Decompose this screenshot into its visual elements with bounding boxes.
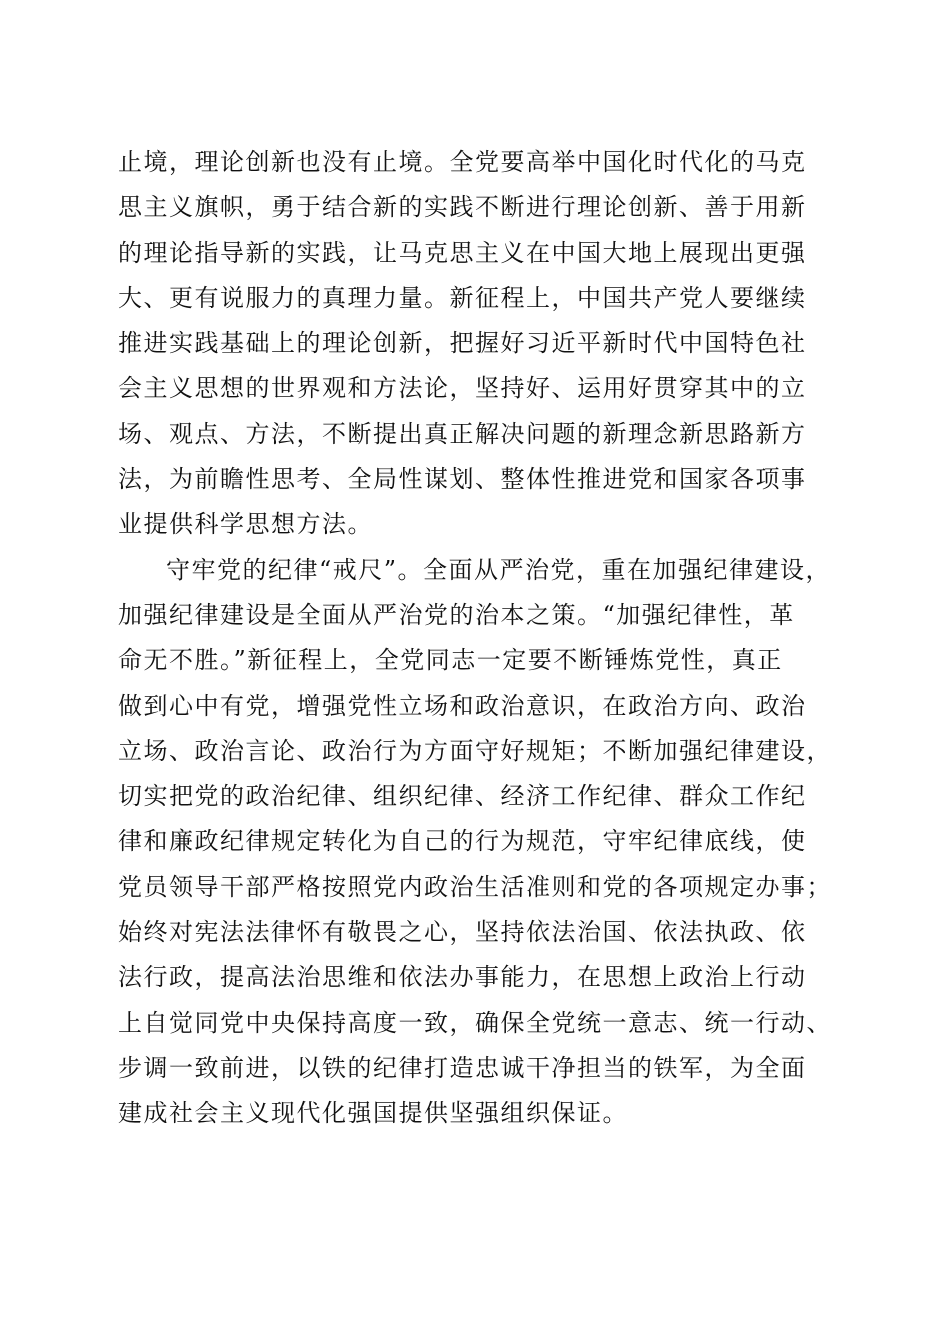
text-line: 步调一致前进，以铁的纪律打造忠诚干净担当的铁军，为全面	[118, 1053, 807, 1082]
text-line: 始终对宪法法律怀有敬畏之心，坚持依法治国、依法执政、依	[118, 918, 807, 947]
text-line: 做到心中有党，增强党性立场和政治意识，在政治方向、政治	[118, 691, 807, 720]
text-line: 业提供科学思想方法。	[118, 510, 373, 539]
text-line: 党员领导干部严格按照党内政治生活准则和党的各项规定办事；	[118, 872, 832, 901]
text-line: 会主义思想的世界观和方法论，坚持好、运用好贯穿其中的立	[118, 374, 807, 403]
text-line: 上自觉同党中央保持高度一致，确保全党统一意志、统一行动、	[118, 1008, 832, 1037]
text-line: 止境，理论创新也没有止境。全党要高举中国化时代化的马克	[118, 148, 807, 176]
paragraph-party-discipline	[118, 548, 838, 1137]
text-line: 法，为前瞻性思考、全局性谋划、整体性推进党和国家各项事	[118, 465, 807, 494]
paragraph-theory-innovation	[118, 140, 838, 548]
text-line: 场、观点、方法，不断提出真正解决问题的新理念新思路新方	[118, 419, 807, 448]
text-line: 立场、政治言论、政治行为方面守好规矩；不断加强纪律建设，	[118, 736, 832, 765]
text-line: 思主义旗帜，勇于结合新的实践不断进行理论创新、善于用新	[118, 193, 807, 222]
text-line: 切实把党的政治纪律、组织纪律、经济工作纪律、群众工作纪	[118, 782, 807, 811]
text-line: 律和廉政纪律规定转化为自己的行为规范，守牢纪律底线，使	[118, 827, 807, 856]
text-line: 法行政，提高法治思维和依法办事能力，在思想上政治上行动	[118, 963, 807, 992]
document-body	[118, 140, 838, 1137]
text-line: 的理论指导新的实践，让马克思主义在中国大地上展现出更强	[118, 238, 807, 267]
text-line: 守牢党的纪律“戒尺”。全面从严治党，重在加强纪律建设，	[166, 555, 832, 584]
text-line: 命无不胜。”新征程上，全党同志一定要不断锤炼党性，真正	[118, 646, 783, 675]
text-line: 建成社会主义现代化强国提供坚强组织保证。	[118, 1099, 628, 1128]
text-line: 加强纪律建设是全面从严治党的治本之策。“加强纪律性，革	[118, 600, 795, 629]
text-line: 大、更有说服力的真理力量。新征程上，中国共产党人要继续	[118, 283, 807, 312]
text-line: 推进实践基础上的理论创新，把握好习近平新时代中国特色社	[118, 329, 807, 358]
